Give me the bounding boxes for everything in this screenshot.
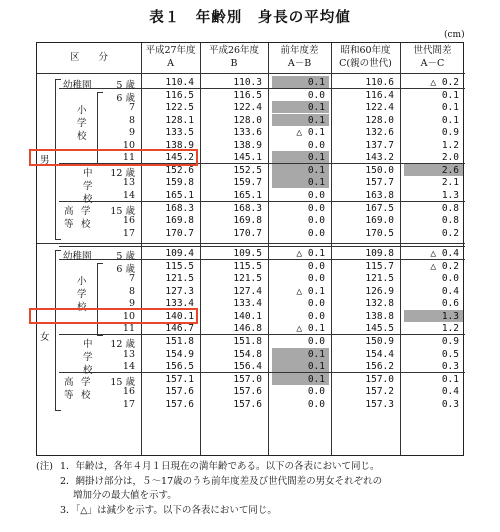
value-gen: △ 0.4 [430, 248, 459, 260]
value-b: 127.4 [233, 285, 262, 297]
value-gen: 2.6 [441, 164, 459, 176]
value-diff: 0.0 [307, 215, 325, 227]
value-a: 121.5 [165, 273, 194, 285]
value-a: 152.6 [165, 164, 194, 176]
female-label: 女 [40, 332, 50, 344]
value-c: 157.2 [365, 386, 394, 398]
senior-label: 高 [64, 205, 74, 217]
value-a: 146.7 [165, 323, 194, 335]
value-c: 150.0 [365, 164, 394, 176]
value-gen: 0.3 [441, 398, 459, 410]
value-c: 121.5 [365, 273, 394, 285]
value-a: 140.1 [165, 310, 194, 322]
elementary-label: 小 [77, 276, 87, 288]
age-label: 11 [122, 152, 135, 164]
kinder-label-female: 幼稚園 [63, 251, 92, 263]
value-diff: 0.0 [307, 336, 325, 347]
value-a: 157.6 [165, 386, 194, 398]
note-3-text: 3．「△」は減少を示す。以下の各表において同じ。 [60, 504, 277, 516]
value-b: 128.0 [233, 114, 262, 126]
value-gen: 0.4 [441, 285, 459, 297]
value-diff: 0.0 [307, 189, 325, 201]
value-b: 156.4 [233, 361, 262, 373]
value-gen: 0.6 [441, 298, 459, 310]
age-label: 12 歳 [110, 167, 135, 179]
value-gen: 0.2 [441, 227, 459, 239]
junior-label: 中 [83, 167, 93, 179]
value-gen: △ 0.2 [430, 77, 459, 88]
value-diff: 0.0 [307, 260, 325, 272]
value-gen: 1.2 [441, 139, 459, 151]
value-a: 157.1 [165, 373, 194, 385]
value-diff: 0.1 [307, 102, 325, 114]
senior-label-b: 校 [81, 218, 91, 230]
value-c: 157.0 [365, 373, 394, 385]
senior-label: 等 [64, 389, 74, 401]
age-label: 13 [122, 177, 135, 189]
value-diff: 0.0 [307, 298, 325, 310]
age-label: 17 [122, 227, 135, 239]
value-c: 150.9 [365, 336, 394, 347]
value-a: 170.7 [165, 227, 194, 239]
value-b: 152.5 [233, 164, 262, 176]
unit-label: (cm) [444, 30, 465, 40]
value-diff: 0.0 [307, 202, 325, 214]
senior-label-b: 学 [81, 376, 91, 388]
value-c: 126.9 [365, 285, 394, 297]
value-b: 138.9 [233, 139, 262, 151]
note-1 [36, 460, 380, 475]
value-b: 133.4 [233, 298, 262, 310]
value-a: 133.5 [165, 127, 194, 139]
value-diff: 0.0 [307, 398, 325, 410]
header-col4-line1: 昭和60年度 [340, 45, 391, 56]
highlight-box [29, 308, 198, 325]
header-col3-line1: 前年度差 [280, 45, 319, 56]
age-label: 8 [128, 285, 135, 297]
value-gen: 0.4 [441, 386, 459, 398]
age-label: 5 歳 [116, 251, 135, 263]
value-gen: 0.9 [441, 127, 459, 139]
value-a: 128.1 [165, 114, 194, 126]
note-1-text: 1．年齢は，各年４月１日現在の満年齢である。以下の各表において同じ。 [60, 461, 380, 472]
age-label: 16 [122, 215, 135, 227]
note-2 [36, 475, 383, 490]
note-2-cont [36, 489, 177, 504]
highlight-box [29, 149, 198, 166]
value-a: 151.8 [165, 336, 194, 347]
value-a: 145.2 [165, 152, 194, 164]
header-col1-line2: A [167, 58, 174, 69]
value-c: 156.2 [365, 361, 394, 373]
value-gen: △ 0.2 [430, 260, 459, 272]
value-c: 109.8 [365, 248, 394, 260]
value-b: 109.5 [233, 248, 262, 260]
value-a: 138.9 [165, 139, 194, 151]
table-title: 表１ 年齢別 身長の平均値 [149, 9, 351, 26]
age-label: 6 歳 [116, 92, 135, 104]
age-label: 14 [122, 361, 135, 373]
junior-label: 学 [83, 180, 93, 192]
value-a: 168.3 [165, 202, 194, 214]
value-a: 110.4 [165, 77, 194, 88]
value-b: 168.3 [233, 202, 262, 214]
elementary-bracket [97, 263, 103, 336]
header-category: 区 分 [69, 52, 108, 63]
value-diff: 0.0 [307, 139, 325, 151]
group-divider [59, 246, 465, 247]
value-diff: 0.0 [307, 386, 325, 398]
value-b: 133.6 [233, 127, 262, 139]
value-c: 163.8 [365, 189, 394, 201]
value-diff: 0.0 [307, 273, 325, 285]
value-diff: 0.1 [307, 373, 325, 385]
age-label: 7 [128, 102, 135, 114]
note-3 [36, 504, 277, 519]
age-label: 8 [128, 114, 135, 126]
elementary-label: 校 [77, 302, 87, 314]
value-c: 167.5 [365, 202, 394, 214]
value-diff: 0.1 [307, 164, 325, 176]
value-a: 127.3 [165, 285, 194, 297]
value-a: 156.5 [165, 361, 194, 373]
age-label: 13 [122, 348, 135, 360]
elementary-label: 小 [77, 105, 87, 117]
junior-label: 校 [83, 365, 93, 376]
value-gen: 0.1 [441, 373, 459, 385]
value-c: 157.7 [365, 177, 394, 189]
value-c: 137.7 [365, 139, 394, 151]
value-diff: 0.0 [307, 227, 325, 239]
female-bracket [55, 250, 61, 411]
value-diff: 0.1 [307, 152, 325, 164]
senior-label: 等 [64, 218, 74, 230]
kinder-label-male: 幼稚園 [63, 80, 92, 91]
senior-label: 高 [64, 376, 74, 388]
value-c: 116.4 [365, 89, 394, 101]
value-b: 170.7 [233, 227, 262, 239]
value-b: 154.8 [233, 348, 262, 360]
header-col5-line1: 世代間差 [413, 45, 452, 56]
value-c: 169.0 [365, 215, 394, 227]
value-c: 154.4 [365, 348, 394, 360]
value-diff: 0.0 [307, 89, 325, 101]
value-gen: 0.8 [441, 202, 459, 214]
header-col5-line2: A－C [420, 58, 445, 69]
value-diff: 0.1 [307, 177, 325, 189]
value-c: 122.4 [365, 102, 394, 114]
value-a: 157.6 [165, 398, 194, 410]
value-a: 122.5 [165, 102, 194, 114]
value-gen: 0.3 [441, 361, 459, 373]
header-col2-line1: 平成26年度 [208, 45, 260, 56]
value-b: 110.3 [233, 77, 262, 88]
value-gen: 1.3 [441, 189, 459, 201]
note-2-text: 2．網掛け部分は，５～17歳のうち前年度差及び世代間差の男女それぞれの [60, 475, 383, 487]
junior-label: 校 [83, 193, 93, 205]
value-b: 157.6 [233, 386, 262, 398]
value-diff: △ 0.1 [296, 127, 325, 139]
junior-label: 中 [83, 339, 93, 350]
elementary-label: 学 [77, 289, 87, 301]
value-gen: 0.0 [441, 273, 459, 285]
value-diff: 0.1 [307, 361, 325, 373]
value-c: 128.0 [365, 114, 394, 126]
value-b: 159.7 [233, 177, 262, 189]
age-label: 16 [122, 386, 135, 398]
value-gen: 2.1 [441, 177, 459, 189]
value-a: 154.9 [165, 348, 194, 360]
male-label: 男 [40, 155, 50, 167]
value-gen: 0.5 [441, 348, 459, 360]
value-gen: 1.2 [441, 323, 459, 335]
value-diff: 0.0 [307, 310, 325, 322]
value-b: 115.5 [233, 260, 262, 272]
value-b: 122.4 [233, 102, 262, 114]
age-label: 9 [128, 298, 135, 310]
value-diff: △ 0.1 [296, 248, 325, 260]
value-gen: 0.8 [441, 215, 459, 227]
value-b: 165.1 [233, 189, 262, 201]
age-label: 10 [122, 139, 135, 151]
value-diff: △ 0.1 [296, 285, 325, 297]
value-b: 145.1 [233, 152, 262, 164]
value-c: 170.5 [365, 227, 394, 239]
value-b: 140.1 [233, 310, 262, 322]
value-b: 157.6 [233, 398, 262, 410]
value-b: 121.5 [233, 273, 262, 285]
value-a: 109.4 [165, 248, 194, 260]
junior-label: 学 [83, 352, 93, 363]
header-col2-line2: B [230, 58, 238, 69]
value-c: 132.8 [365, 298, 394, 310]
value-gen: 0.9 [441, 336, 459, 347]
value-a: 133.4 [165, 298, 194, 310]
age-label: 17 [122, 398, 135, 410]
value-a: 165.1 [165, 189, 194, 201]
note-2-text-cont: 増加分の最大値を示す。 [73, 490, 177, 502]
value-c: 138.8 [365, 310, 394, 322]
elementary-label: 学 [77, 118, 87, 130]
value-b: 169.8 [233, 215, 262, 227]
value-c: 157.3 [365, 398, 394, 410]
value-a: 169.8 [165, 215, 194, 227]
sex-divider [37, 243, 465, 244]
value-gen: 0.1 [441, 102, 459, 114]
height-table [36, 42, 464, 456]
value-gen: 2.0 [441, 152, 459, 164]
value-a: 159.8 [165, 177, 194, 189]
value-c: 110.6 [365, 77, 394, 88]
senior-label-b: 校 [81, 389, 91, 401]
age-label: 6 歳 [116, 263, 135, 275]
value-diff: △ 0.1 [296, 323, 325, 335]
senior-label-b: 学 [81, 205, 91, 217]
value-b: 146.8 [233, 323, 262, 335]
note-prefix: (注) [36, 461, 53, 472]
age-label: 5 歳 [116, 80, 135, 91]
value-gen: 0.1 [441, 89, 459, 101]
value-diff: 0.1 [307, 348, 325, 360]
value-b: 157.0 [233, 373, 262, 385]
notes [36, 460, 383, 518]
value-c: 145.5 [365, 323, 394, 335]
value-c: 143.2 [365, 152, 394, 164]
value-gen: 0.1 [441, 114, 459, 126]
value-gen: 1.3 [441, 310, 459, 322]
age-label: 14 [122, 189, 135, 201]
value-a: 116.5 [165, 89, 194, 101]
age-label: 7 [128, 273, 135, 285]
value-a: 115.5 [165, 260, 194, 272]
value-diff: 0.1 [307, 114, 325, 126]
age-label: 9 [128, 127, 135, 139]
age-label: 10 [122, 310, 135, 322]
value-b: 151.8 [233, 336, 262, 347]
age-label: 12 歳 [110, 339, 135, 350]
age-label: 15 歳 [110, 205, 135, 217]
value-c: 132.6 [365, 127, 394, 139]
age-label: 15 歳 [110, 376, 135, 388]
header-col3-line2: A－B [287, 58, 312, 69]
header-col1-line1: 平成27年度 [145, 45, 196, 56]
value-diff: 0.1 [307, 77, 325, 88]
value-c: 115.7 [365, 260, 394, 272]
header-col4-line2: C(親の世代) [339, 58, 392, 69]
elementary-label: 校 [77, 131, 87, 143]
age-label: 11 [122, 323, 135, 335]
value-b: 116.5 [233, 89, 262, 101]
